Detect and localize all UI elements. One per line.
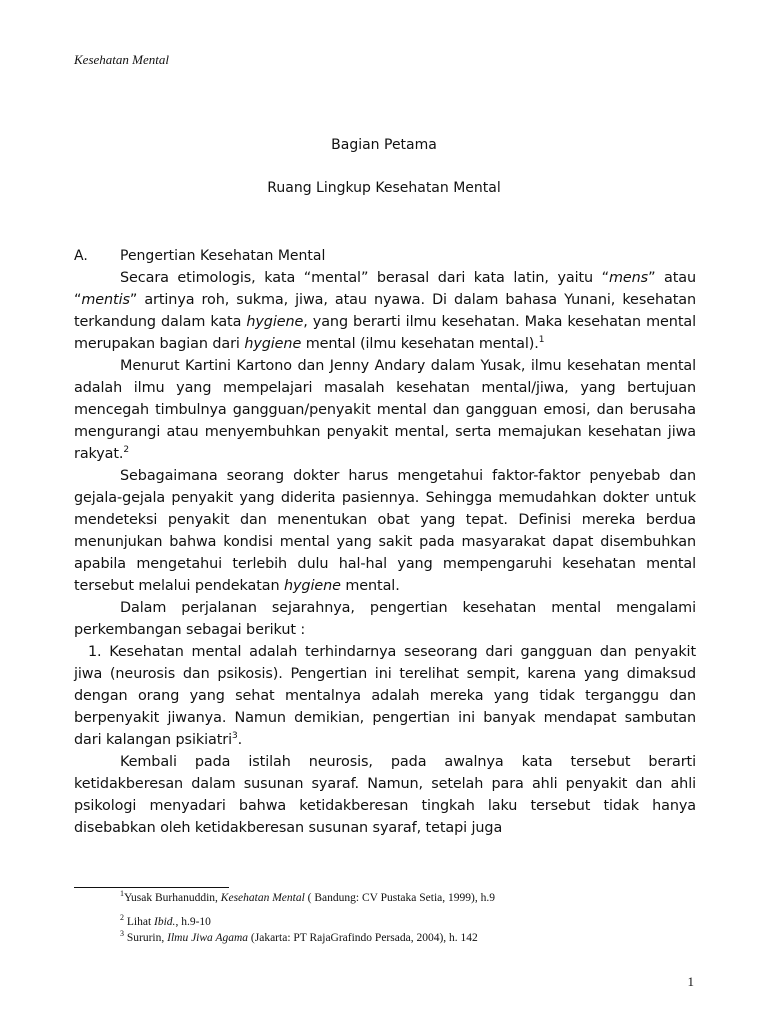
text-run: Lihat bbox=[124, 916, 155, 928]
footnote-number: 3 bbox=[120, 929, 124, 939]
body-text bbox=[74, 267, 696, 839]
footnote-ref-2[interactable]: 2 bbox=[123, 445, 130, 456]
text-run: Sebagaimana seorang dokter harus mengetahui faktor-faktor penyebab dan gejala-gejala penyakit yang diderita pasiennya. Sehingga memudahkan dokter untuk mendeteksi penyakit dan menentukan obat yang tepat. Definisi mereka berdua menunjukan bahwa kondisi mental yang sakit pada masyarakat dapat disembuhkan apabila mengetahui terlebih dulu hal-hal yang mempengaruhi kesehatan mental tersebut melalui pendekatan bbox=[74, 468, 696, 594]
chapter-title: Ruang Lingkup Kesehatan Mental bbox=[267, 180, 501, 196]
text-run: ( Bandung: CV Pustaka Setia, 1999), h.9 bbox=[304, 892, 495, 904]
italic-term: mentis bbox=[81, 292, 130, 308]
italic-term: hygiene bbox=[283, 578, 341, 594]
text-run: Sururin, bbox=[124, 932, 168, 944]
text-run: 1. Kesehatan mental adalah terhindarnya seseorang dari gangguan dan penyakit jiwa (neurosis dan psikosis). Pengertian ini terelihat sempit, karena yang dimaksud dengan orang yang sehat mentalnya adalah mereka yang tidak terganggu dan berpenyakit jiwanya. Namun demikian, pengertian ini banyak mendapat sambutan dari kalangan psikiatri bbox=[74, 644, 696, 748]
footnote-number: 2 bbox=[120, 913, 124, 923]
text-run: Secara etimologis, kata “mental” berasal dari kata latin, yaitu “ bbox=[120, 270, 609, 286]
section-title: Pengertian Kesehatan Mental bbox=[120, 248, 326, 264]
section-letter: A. bbox=[74, 248, 88, 264]
text-run: Menurut Kartini Kartono dan Jenny Andary dalam Yusak, ilmu kesehatan mental adalah ilmu yang mempelajari masalah kesehatan mental/jiwa, yang bertujuan mencegah timbulnya gangguan/penyakit mental dan gangguan emosi, dan berusaha mengurangi atau menyembuhkan penyakit mental, serta memajukan kesehatan jiwa rakyat. bbox=[74, 358, 696, 462]
paragraph-1 bbox=[74, 267, 696, 355]
footnote-ref-1[interactable]: 1 bbox=[538, 335, 545, 346]
paragraph-4: Dalam perjalanan sejarahnya, pengertian kesehatan mental mengalami perkembangan sebagai berikut : bbox=[74, 600, 696, 638]
footnote-2 bbox=[120, 915, 680, 929]
italic-term: mens bbox=[608, 270, 649, 286]
list-item-1 bbox=[74, 641, 696, 751]
text-run: . bbox=[237, 732, 243, 748]
text-run: , yang berarti ilmu kesehatan. Maka kesehatan mental merupakan bagian dari bbox=[74, 314, 696, 352]
running-header-title: Kesehatan Mental bbox=[74, 52, 169, 67]
page-number: 1 bbox=[687, 974, 694, 989]
text-run: mental (ilmu kesehatan mental). bbox=[301, 336, 539, 352]
italic-term: hygiene bbox=[246, 314, 304, 330]
section-heading bbox=[74, 245, 696, 267]
footnote-divider bbox=[74, 887, 229, 888]
footnotes bbox=[120, 891, 680, 955]
paragraph-2 bbox=[74, 355, 696, 465]
footnote-ref-3[interactable]: 3 bbox=[231, 731, 238, 742]
italic-title: Ilmu Jiwa Agama bbox=[167, 932, 249, 944]
italic-title: Ibid. bbox=[154, 916, 176, 928]
footnote-1 bbox=[120, 891, 680, 905]
italic-title: Kesehatan Mental bbox=[220, 892, 305, 904]
paragraph-5: Kembali pada istilah neurosis, pada awalnya kata tersebut berarti ketidakberesan dalam susunan syaraf. Namun, setelah para ahli penyakit dan ahli psikologi menyadari bahwa ketidakberesan tingkah laku tersebut tidak hanya disebabkan oleh ketidakberesan susunan syaraf, tetapi juga bbox=[74, 754, 696, 836]
section-pengertian bbox=[74, 245, 696, 839]
footnote-number: 1 bbox=[120, 889, 124, 899]
part-title: Bagian Petama bbox=[331, 137, 437, 153]
italic-term: hygiene bbox=[244, 336, 302, 352]
text-run: ” artinya roh, sukma, jiwa, atau nyawa. Di dalam bahasa Yunani, kesehatan terkandung dalam kata bbox=[74, 292, 696, 330]
text-run: Yusak Burhanuddin, bbox=[124, 892, 221, 904]
text-run: mental. bbox=[340, 578, 400, 594]
footnote-3 bbox=[120, 931, 680, 945]
text-run: (Jakarta: PT RajaGrafindo Persada, 2004), h. 142 bbox=[248, 932, 478, 944]
paragraph-3 bbox=[74, 465, 696, 597]
text-run: ” atau “ bbox=[74, 270, 696, 308]
text-run: , h.9-10 bbox=[175, 916, 211, 928]
